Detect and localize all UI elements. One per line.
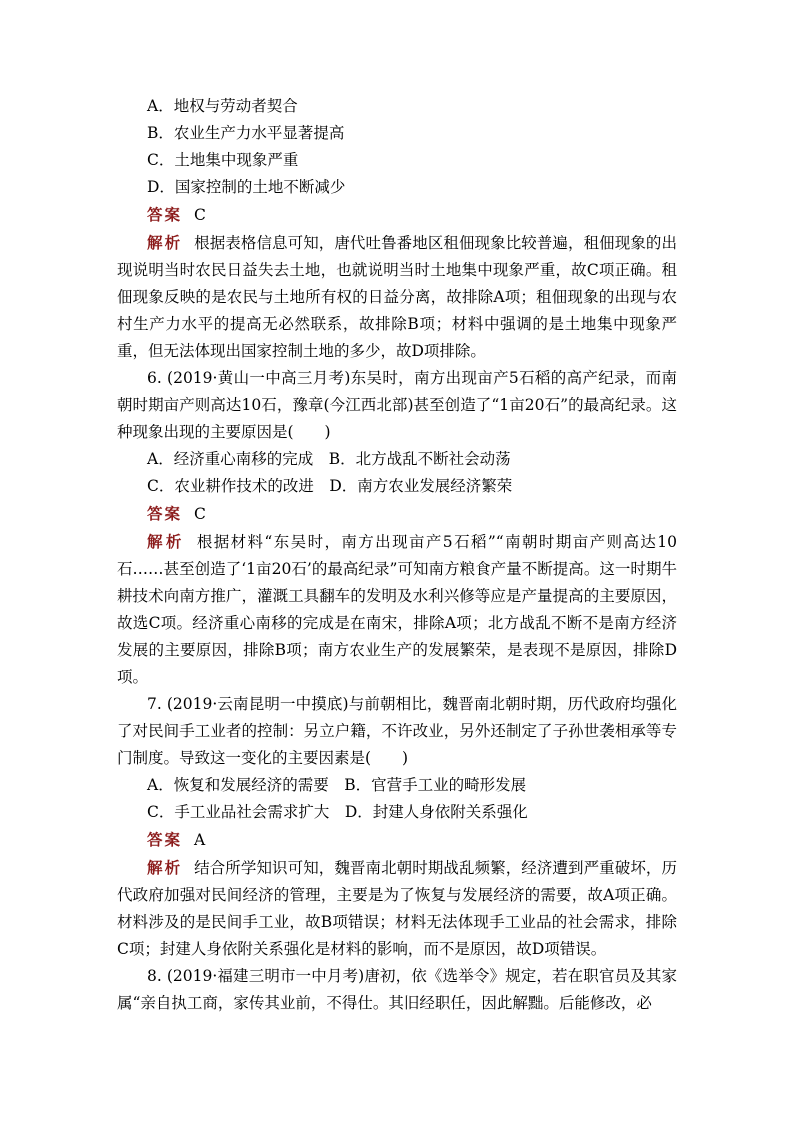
analysis-label: 解析	[147, 858, 183, 877]
q5-option-d: D．国家控制的土地不断减少	[147, 178, 346, 196]
answer-value: C	[194, 206, 206, 224]
answer-value: A	[194, 831, 206, 849]
q7-options-row-2: C．手工业品社会需求扩大 D．封建人身依附关系强化	[147, 803, 528, 821]
q6-stem: 6. (2019·黄山一中高三月考)东吴时，南方出现亩产5石稻的高产纪录，而南朝时期亩产则高达10石，豫章(今江西北部)甚至创造了“1亩20石”的最高纪录。这种现象出现的主要原因是( )	[117, 369, 677, 441]
page-content	[117, 93, 677, 1017]
q5-option-a: A．地权与劳动者契合	[147, 97, 298, 115]
q7-analysis	[117, 854, 677, 963]
q5-option-c: C．土地集中现象严重	[147, 151, 299, 169]
analysis-label: 解析	[147, 532, 185, 551]
q6-options-row-1: A．经济重心南移的完成 B．北方战乱不断社会动荡	[147, 450, 511, 468]
q8-stem: 8. (2019·福建三明市一中月考)唐初，依《选举令》规定，若在职官员及其家属“亲自执工商，家传其业前，不得仕。其旧经职任，因此解黜。后能修改，必	[117, 967, 677, 1012]
answer-value: C	[194, 505, 206, 523]
q7-stem: 7. (2019·云南昆明一中摸底)与前朝相比，魏晋南北朝时期，历代政府均强化了对民间手工业者的控制：另立户籍，不许改业，另外还制定了子孙世袭相承等专门制度。导致这一变化的主要因素是( )	[117, 695, 677, 767]
q5-option-b: B．农业生产力水平显著提高	[147, 124, 345, 142]
analysis-text: 根据材料“东吴时，南方出现亩产5石稻”“南朝时期亩产则高达10石……甚至创造了‘1亩20石’的最高纪录”可知南方粮食产量不断提高。这一时期牛耕技术向南方推广，灌溉工具翻车的发明及水利兴修等应是产量提高的主要原因，故选C项。经济重心南移的完成是在南宋，排除A项；北方战乱不断不是南方经济发展的主要原因，排除B项；南方农业生产的发展繁荣，是表现不是原因，排除D项。	[117, 533, 677, 686]
analysis-label: 解析	[147, 233, 183, 252]
answer-label: 答案	[147, 504, 183, 523]
q6-options-row-2: C．农业耕作技术的改进 D．南方农业发展经济繁荣	[147, 477, 513, 495]
q6-analysis	[117, 528, 677, 691]
q7-answer	[117, 826, 677, 854]
answer-label: 答案	[147, 830, 183, 849]
analysis-text: 根据表格信息可知，唐代吐鲁番地区租佃现象比较普遍，租佃现象的出现说明当时农民日益失去土地，也就说明当时土地集中现象严重，故C项正确。租佃现象反映的是农民与土地所有权的日益分离，故排除A项；租佃现象的出现与农村生产力水平的提高无必然联系，故排除B项；材料中强调的是土地集中现象严重，但无法体现出国家控制土地的多少，故D项排除。	[117, 234, 677, 360]
analysis-text: 结合所学知识可知，魏晋南北朝时期战乱频繁，经济遭到严重破坏，历代政府加强对民间经济的管理，主要是为了恢复与发展经济的需要，故A项正确。材料涉及的是民间手工业，故B项错误；材料无法体现手工业品的社会需求，排除C项；封建人身依附关系强化是材料的影响，而不是原因，故D项错误。	[117, 859, 677, 958]
q5-answer	[117, 201, 677, 229]
q5-analysis	[117, 229, 677, 365]
q6-answer	[117, 500, 677, 528]
answer-label: 答案	[147, 205, 183, 224]
q7-options-row-1: A．恢复和发展经济的需要 B．官营手工业的畸形发展	[147, 776, 527, 794]
